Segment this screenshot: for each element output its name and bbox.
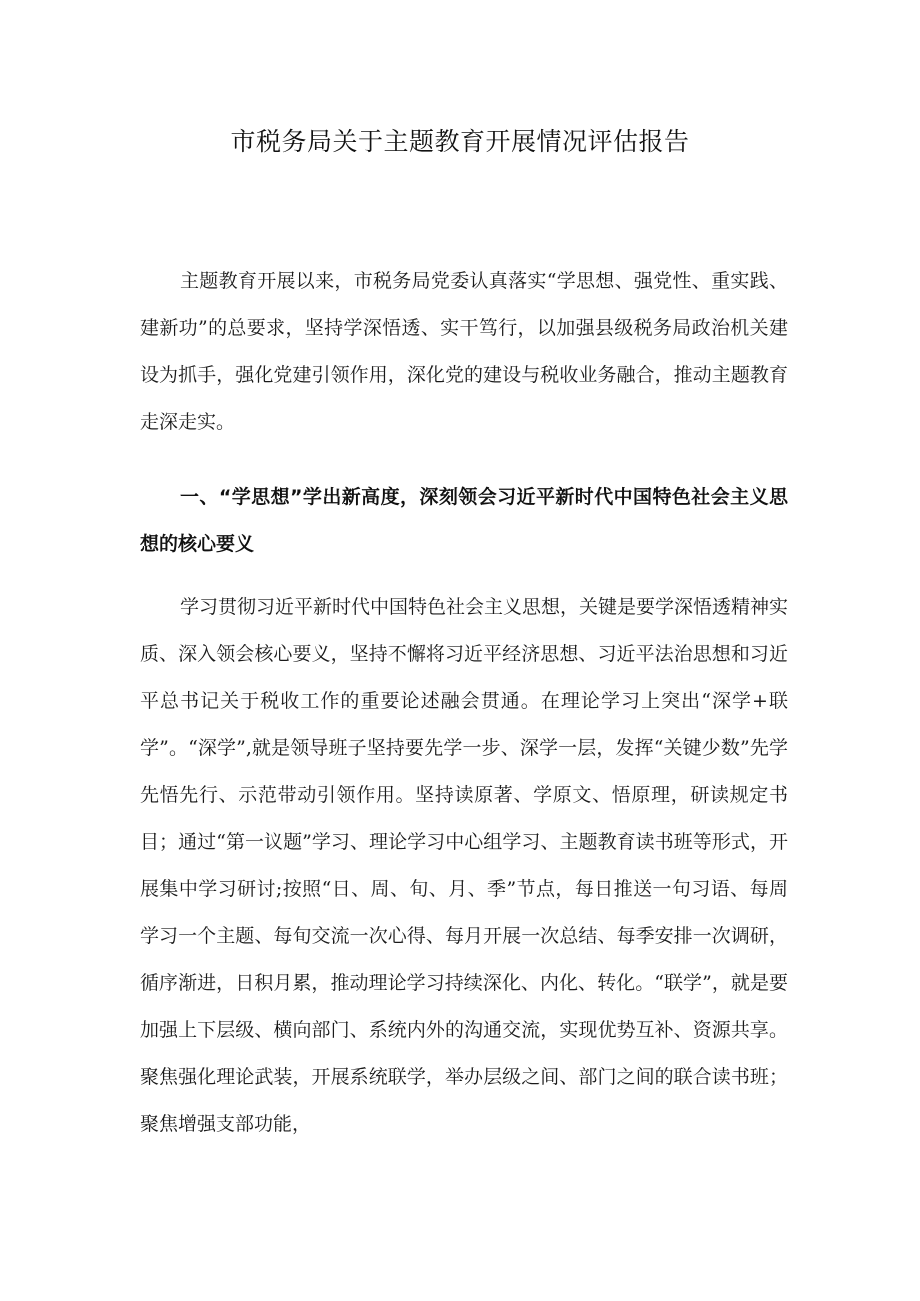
section-heading: 一、“学思想”学出新高度，深刻领会习近平新时代中国特色社会主义思想的核心要义 — [140, 486, 788, 555]
document-title: 市税务局关于主题教育开展情况评估报告 — [230, 127, 690, 156]
section-body-paragraph: 学习贯彻习近平新时代中国特色社会主义思想，关键是要学深悟透精神实质、深入领会核心要义，坚持不懈将习近平经济思想、习近平法治思想和习近平总书记关于税收工作的重要论述融会贯通。在理论学习上突出“深学+联学”。“深学”,就是领导班子坚持要先学一步、深学一层，发挥“关键少数”先学先悟先行、示范带动引领作用。坚持读原著、学原文、悟原理，研读规定书目；通过“第一议题”学习、理论学习中心组学习、主题教育读书班等形式，开展集中学习研讨;按照“日、周、旬、月、季”节点，每日推送一句习语、每周学习一个主题、每旬交流一次心得、每月开展一次总结、每季安排一次调研，循序渐进，日积月累，推动理论学习持续深化、内化、转化。“联学”，就是要加强上下层级、横向部门、系统内外的沟通交流，实现优势互补、资源共享。聚焦强化理论武装，开展系统联学，举办层级之间、部门之间的联合读书班；聚焦增强支部功能， — [140, 596, 789, 1135]
intro-paragraph: 主题教育开展以来，市税务局党委认真落实“学思想、强党性、重实践、建新功”的总要求，坚持学深悟透、实干笃行，以加强县级税务局政治机关建设为抓手，强化党建引领作用，深化党的建设与税收业务融合，推动主题教育走深走实。 — [140, 270, 788, 433]
